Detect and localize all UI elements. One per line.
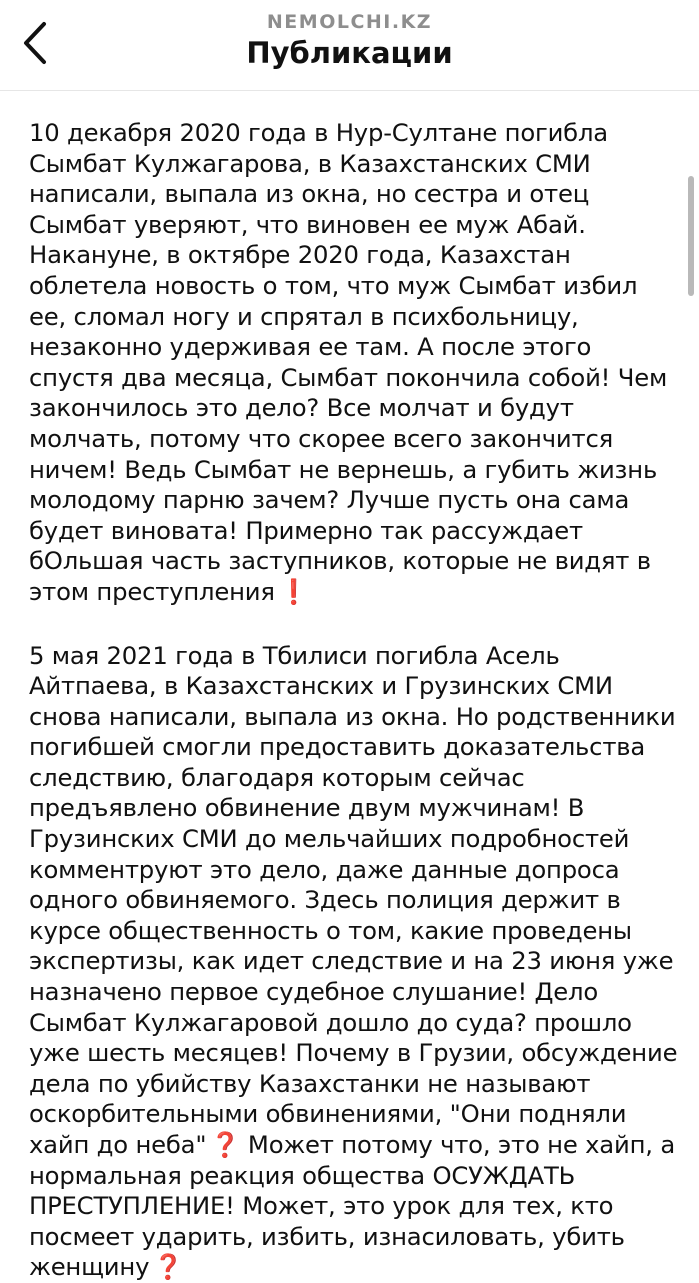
app-header (0, 0, 699, 91)
caption-line: снова написали, выпала из окна. Но родственники (29, 701, 676, 731)
question-mark-icon: ❓ (153, 1252, 184, 1282)
caption-text: Может потому что, это не хайп, а (240, 1130, 676, 1159)
caption-line: ничем! Ведь Сымбат не вернешь, а губить жизнь (29, 454, 658, 484)
caption-line: Сымбат уверяют, что виновен ее муж Абай. (29, 209, 586, 239)
caption-paragraph-1 (29, 118, 674, 608)
caption-line: ее, сломал ногу и спрятал в психбольницу, (29, 301, 579, 331)
caption-line: Накануне, в октябре 2020 года, Казахстан (29, 240, 571, 270)
caption-line: одного обвиняемого. Здесь полиция держит в (29, 885, 621, 915)
caption-line: молодому парню зачем? Лучше пусть она сама (29, 485, 630, 515)
caption-line: Сымбат Кулжагаровой дошло до суда? прошло (29, 1007, 632, 1037)
caption-line: 5 мая 2021 года в Тбилиси погибла Асель (29, 640, 560, 670)
caption-line: Сымбат Кулжагарова, в Казахстанских СМИ (29, 148, 591, 178)
caption-line: нормальная реакция общества ОСУЖДАТЬ (29, 1160, 576, 1190)
caption-line: оскорбительными обвинениями, "Они подняли (29, 1099, 627, 1129)
caption-line: дела по убийству Казахстанки не называют (29, 1068, 591, 1098)
caption-line: комментруют это дело, даже данные допроса (29, 854, 620, 884)
account-username[interactable]: NEMOLCHI.KZ (266, 11, 433, 33)
caption-line-with-emoji (29, 1252, 674, 1283)
exclamation-mark-icon: ❗ (278, 576, 309, 606)
post-caption (29, 118, 678, 1283)
caption-paragraph-2 (29, 640, 678, 1283)
caption-line: ПРЕСТУПЛЕНИЕ! Может, это урок для тех, кто (29, 1191, 614, 1221)
caption-line-with-emoji (29, 1130, 674, 1161)
caption-line: Грузинских СМИ до мельчайших подробностей (29, 824, 630, 854)
caption-line: погибшей смогли предоставить доказательства (29, 732, 646, 762)
caption-line: назначено первое судебное слушание! Дело (29, 977, 599, 1007)
caption-line: облетела новость о том, что муж Сымбат избил (29, 270, 638, 300)
caption-line: незаконно удерживая ее там. А после этого (29, 332, 592, 362)
caption-line: 10 декабря 2020 года в Нур-Султане погибла (29, 118, 608, 147)
question-mark-icon: ❓ (210, 1130, 241, 1159)
caption-line-with-emoji (29, 577, 674, 608)
caption-line: закончилось это дело? Все молчат и будут (29, 393, 574, 423)
caption-line: предъявлено обвинение двум мужчинам! В (29, 793, 585, 823)
caption-line: уже шесть месяцев! Почему в Грузии, обсуждение (29, 1038, 678, 1068)
caption-line: посмеет ударить, избить, изнасиловать, убить (29, 1221, 625, 1251)
caption-line: будет виновата! Примерно так рассуждает (29, 515, 583, 545)
caption-line: спустя два месяца, Сымбат покончила собой! Чем (29, 362, 668, 392)
caption-text: хайп до неба" (29, 1130, 207, 1159)
page-title: Публикации (246, 36, 453, 70)
caption-line: следствию, благодаря которым сейчас (29, 762, 525, 792)
caption-text: женщину (29, 1252, 150, 1282)
scrollbar-thumb[interactable] (688, 176, 694, 296)
caption-line: курсе общественность о том, какие проведены (29, 915, 632, 945)
caption-line: написали, выпала из окна, но сестра и отец (29, 179, 590, 209)
caption-text: этом преступления (29, 576, 275, 606)
caption-line: Айтпаева, в Казахстанских и Грузинских СМИ (29, 671, 613, 701)
caption-line: молчать, потому что скорее всего закончится (29, 423, 614, 453)
caption-line: бОльшая часть заступников, которые не видят в (29, 546, 651, 576)
caption-line: экспертизы, как идет следствие и на 23 июня уже (29, 946, 674, 976)
